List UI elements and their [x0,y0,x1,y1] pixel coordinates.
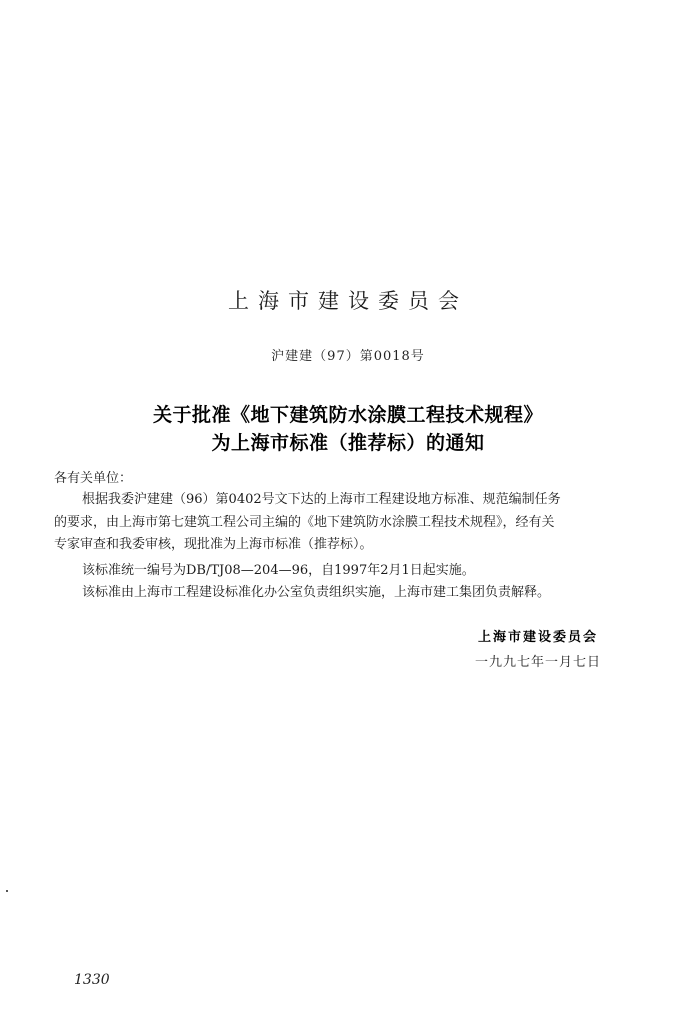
salutation: 各有关单位： [54,471,133,486]
document-number: 沪建建（97）第0018号 [271,349,425,364]
notice-title-line-2: 为上海市标准（推荐标）的通知 [211,432,485,454]
body-line-2: 的要求，由上海市第七建筑工程公司主编的《地下建筑防水涂膜工程技术规程》，经有关 [54,515,555,530]
body-line-4: 该标准统一编号为DB/TJ08—204—96，自1997年2月1日起实施。 [82,563,475,578]
page-number: 1330 [74,972,110,988]
body-line-1: 根据我委沪建建（96）第0402号文下达的上海市工程建设地方标准、规范编制任务 [82,492,561,507]
body-line-5: 该标准由上海市工程建设标准化办公室负责组织实施，上海市建工集团负责解释。 [82,585,551,600]
issuer-heading: 上海市建设委员会 [228,289,468,313]
scan-speck [6,890,8,892]
body-line-3: 专家审查和我委审核，现批准为上海市标准（推荐标）。 [54,537,373,552]
issue-date: 一九九七年一月七日 [475,655,602,670]
notice-title-line-1: 关于批准《地下建筑防水涂膜工程技术规程》 [152,404,543,426]
signer: 上海市建设委员会 [478,630,599,645]
